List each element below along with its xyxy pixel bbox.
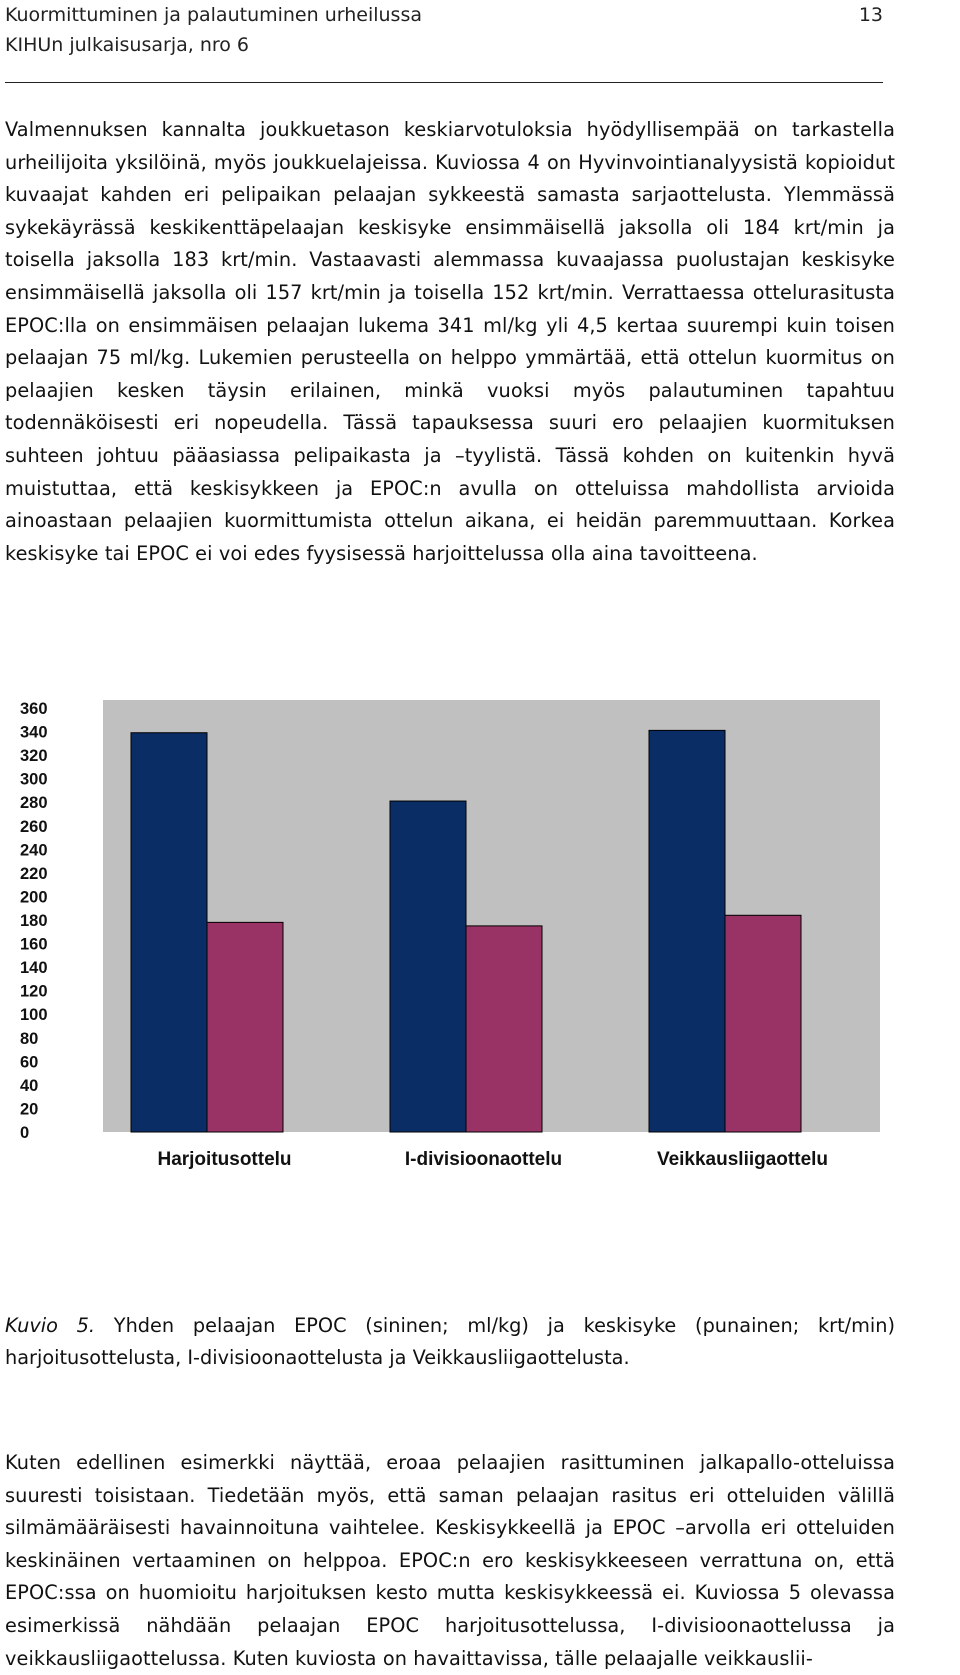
- y-tick-label: 120: [20, 982, 48, 1001]
- y-tick-label: 280: [20, 794, 48, 813]
- y-tick-label: 200: [20, 888, 48, 907]
- bar-keskisyke: [725, 915, 801, 1132]
- y-tick-label: 60: [20, 1053, 39, 1072]
- y-tick-label: 160: [20, 935, 48, 954]
- y-tick-label: 20: [20, 1100, 39, 1119]
- bar-epoc: [131, 733, 207, 1132]
- figure-caption: [5, 1310, 895, 1374]
- page-header: [5, 0, 895, 60]
- y-tick-label: 80: [20, 1029, 39, 1048]
- y-tick-label: 320: [20, 747, 48, 766]
- caption-label: Kuvio 5.: [5, 1314, 96, 1337]
- caption-text: Yhden pelaajan EPOC (sininen; ml/kg) ja keskisyke (punainen; krt/min) harjoitusottelusta, I-divisioonaottelusta ja Veikkausliigaottelusta.: [5, 1314, 896, 1369]
- y-tick-label: 180: [20, 912, 48, 930]
- x-category-label: Harjoitusottelu: [157, 1149, 292, 1170]
- bar-keskisyke: [466, 926, 542, 1132]
- y-tick-label: 100: [20, 1006, 48, 1025]
- bar-epoc: [649, 730, 725, 1132]
- y-tick-label: 40: [20, 1076, 39, 1095]
- x-category-label: I-divisioonaottelu: [404, 1149, 563, 1170]
- header-rule: [5, 82, 883, 83]
- body-paragraph-1: Valmennuksen kannalta joukkuetason keskiarvotuloksia hyödyllisempää on tarkastella urheilijoita yksilöinä, myös joukkuelajeissa. Kuviossa 4 on Hyvinvointianalyysistä kopioidut kuvaajat kahden eri pelipaikan pelaajan sykkeestä samasta sarjaottelusta. Ylemmässä sykekäyrässä keskikenttäpelaajan keskisyke ensimmäisellä jaksolla oli 184 krt/min ja toisella jaksolla 183 krt/min. Vastaavasti alemmassa kuvaajassa puolustajan keskisyke ensimmäisellä jaksolla oli 157 krt/min ja toisella 152 krt/min. Verrattaessa ottelurasitusta EPOC:lla on ensimmäisen pelaajan lukema 341 ml/kg yli 4,5 kertaa suurempi kuin toisen pelaajan 75 ml/kg. Lukemien perusteella on helppo ymmärtää, että ottelun kuormitus on pelaajien kesken täysin erilainen, minkä vuoksi myös palautuminen tapahtuu todennäköisesti eri nopeudella. Tässä tapauksessa suuri ero pelaajien kuormituksen suhteen johtuu pääasiassa pelipaikasta ja –tyylistä. Tässä kohden on kuitenkin hyvä muistuttaa, että keskisykkeen ja EPOC:n avulla on otteluissa mahdollista arvioida ainoastaan pelaajien kuormittumista ottelun aikana, ei heidän paremmuuttaan. Korkea keskisyke tai EPOC ei voi edes fyysisessä harjoittelussa olla aina tavoitteena.: [5, 118, 895, 565]
- y-tick-label: 340: [20, 723, 48, 742]
- y-tick-label: 140: [20, 959, 48, 978]
- bar-chart: [0, 700, 900, 1190]
- bar-epoc: [390, 801, 466, 1132]
- body-paragraph-2: Kuten edellinen esimerkki näyttää, eroaa pelaajien rasittuminen jalkapallo-otteluissa suuresti toisistaan. Tiedetään myös, että saman pelaajan rasitus eri otteluiden välillä silmämääräisesti havainnoituna vaihtelee. Keskisykkeellä ja EPOC –arvolla eri otteluiden keskinäinen vertaaminen on helppoa. EPOC:n ero keskisykkeeseen verrattuna on, että EPOC:ssa on huomioitu harjoituksen kesto mutta keskisykkeessä ei. Kuviossa 5 olevassa esimerkissä nähdään pelaajan EPOC harjoitusottelussa, I-divisioonaottelussa ja veikkausliigaottelussa. Kuten kuviosta on havaittavissa, tälle pelaajalle veikkauslii-: [5, 1451, 895, 1670]
- running-title: Kuormittuminen ja palautuminen urheilussa: [5, 4, 422, 26]
- page-number: 13: [858, 4, 883, 26]
- y-tick-label: 260: [20, 817, 48, 836]
- y-tick-label: 300: [20, 770, 48, 789]
- y-tick-label: 0: [20, 1124, 30, 1142]
- bar-keskisyke: [207, 922, 283, 1132]
- y-tick-label: 220: [20, 864, 48, 883]
- y-tick-label: 240: [20, 841, 48, 860]
- x-category-label: Veikkausliigaottelu: [656, 1149, 829, 1170]
- y-tick-label: 360: [20, 700, 48, 718]
- series-title: KIHUn julkaisusarja, nro 6: [5, 34, 250, 56]
